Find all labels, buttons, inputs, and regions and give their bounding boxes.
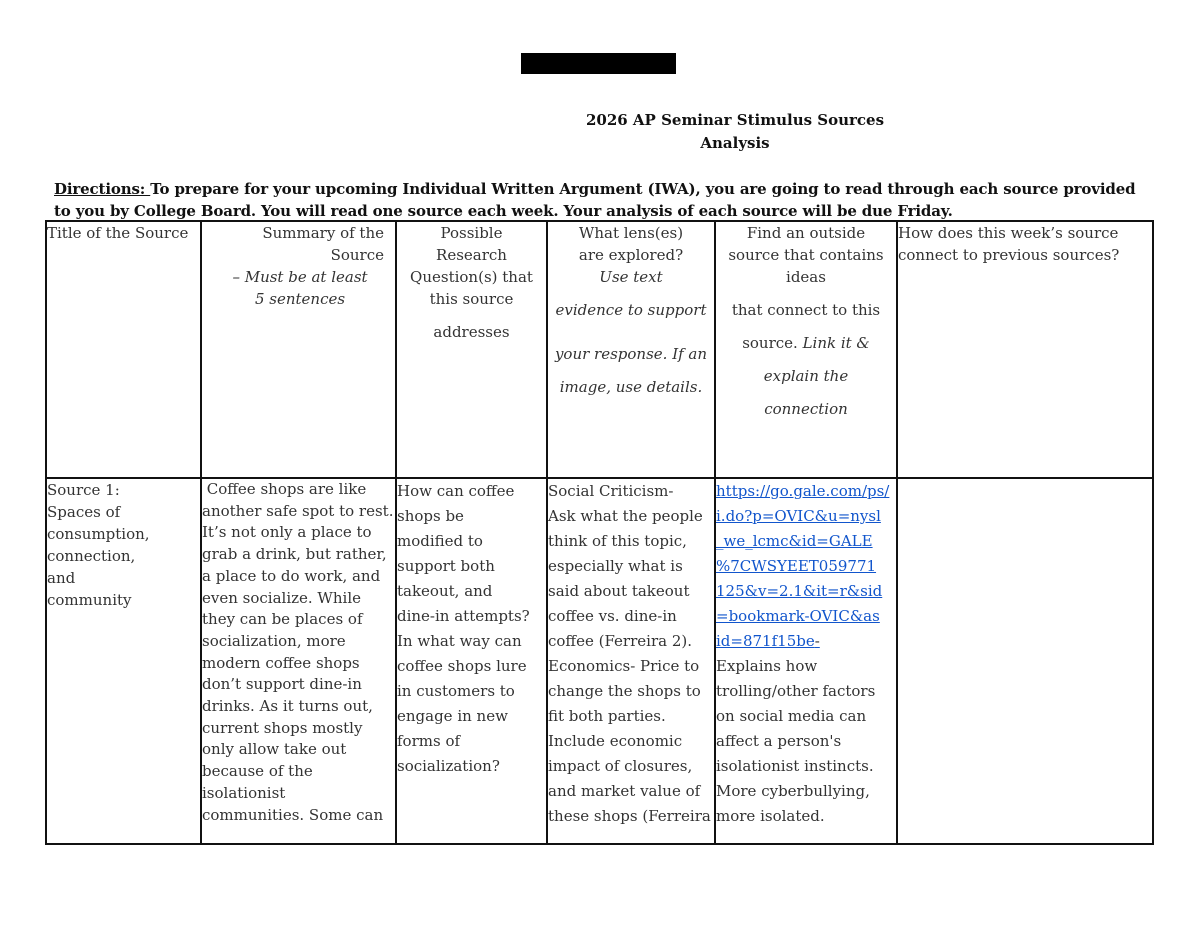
header-summary: Summary of the Source – Must be at least 5 sentences (201, 221, 396, 478)
table-row (46, 478, 1153, 844)
directions (54, 178, 1154, 222)
directions-label: Directions: (54, 180, 151, 198)
header-outside-source: Find an outside source that contains ideas that connect to this source. Link it & explain the connection (715, 221, 897, 478)
redaction-bar (521, 53, 676, 74)
directions-text: To prepare for your upcoming Individual Written Argument (IWA), you are going to read through each source provided to you by College Board. You will read one source each week. Your analysis of each source will be due Friday. (54, 180, 1136, 220)
cell-lenses: Social Criticism- Ask what the people think of this topic, especially what is said about takeout coffee vs. dine-in coffee (Ferreira 2). Economics- Price to change the shops to fit both parties. Include economic impact of closures, and market value of these shops (Ferreira (547, 478, 715, 844)
header-c5-line5: source. Link it & (742, 334, 870, 352)
cell-source-title: Source 1: Spaces of consumption, connection, and community (46, 478, 201, 844)
analysis-table (45, 220, 1154, 845)
header-research-questions: Possible Research Question(s) that this source addresses (396, 221, 547, 478)
header-lenses: What lens(es) are explored? Use text evidence to support your response. If an image, use details. (547, 221, 715, 478)
cell-research-questions: How can coffee shops be modified to support both takeout, and dine-in attempts? In what way can coffee shops lure in customers to engage in new forms of socialization? (396, 478, 547, 844)
header-connection: How does this week’s source connect to previous sources? (897, 221, 1153, 478)
outside-source-link[interactable]: https://go.gale.com/ps/ i.do?p=OVIC&u=nysl _we_lcmc&id=GALE %7CWSYEET059771 125&v=2.1&it=r&sid =bookmark-OVIC&as id=871f15be- (716, 482, 890, 650)
cell-connection[interactable] (897, 478, 1153, 844)
header-row (46, 221, 1153, 478)
cell-summary: Coffee shops are like another safe spot to rest. It’s not only a place to grab a drink, but rather, a place to do work, and even socialize. While they can be places of socialization, more modern coffee shops don’t support dine-in drinks. As it turns out, current shops mostly only allow take out because of the isolationist communities. Some can (201, 478, 396, 844)
document-title (560, 109, 910, 155)
header-title-of-source: Title of the Source (46, 221, 201, 478)
title-line-2: Analysis (700, 134, 770, 152)
title-line-1: 2026 AP Seminar Stimulus Sources (585, 111, 885, 129)
cell-outside-source: https://go.gale.com/ps/ i.do?p=OVIC&u=nysl _we_lcmc&id=GALE %7CWSYEET059771 125&v=2.1&it=r&sid =bookmark-OVIC&as id=871f15be- Explains how trolling/other factors on social media can affect a person's isolationist instincts. More cyberbullying, more isolated. (715, 478, 897, 844)
